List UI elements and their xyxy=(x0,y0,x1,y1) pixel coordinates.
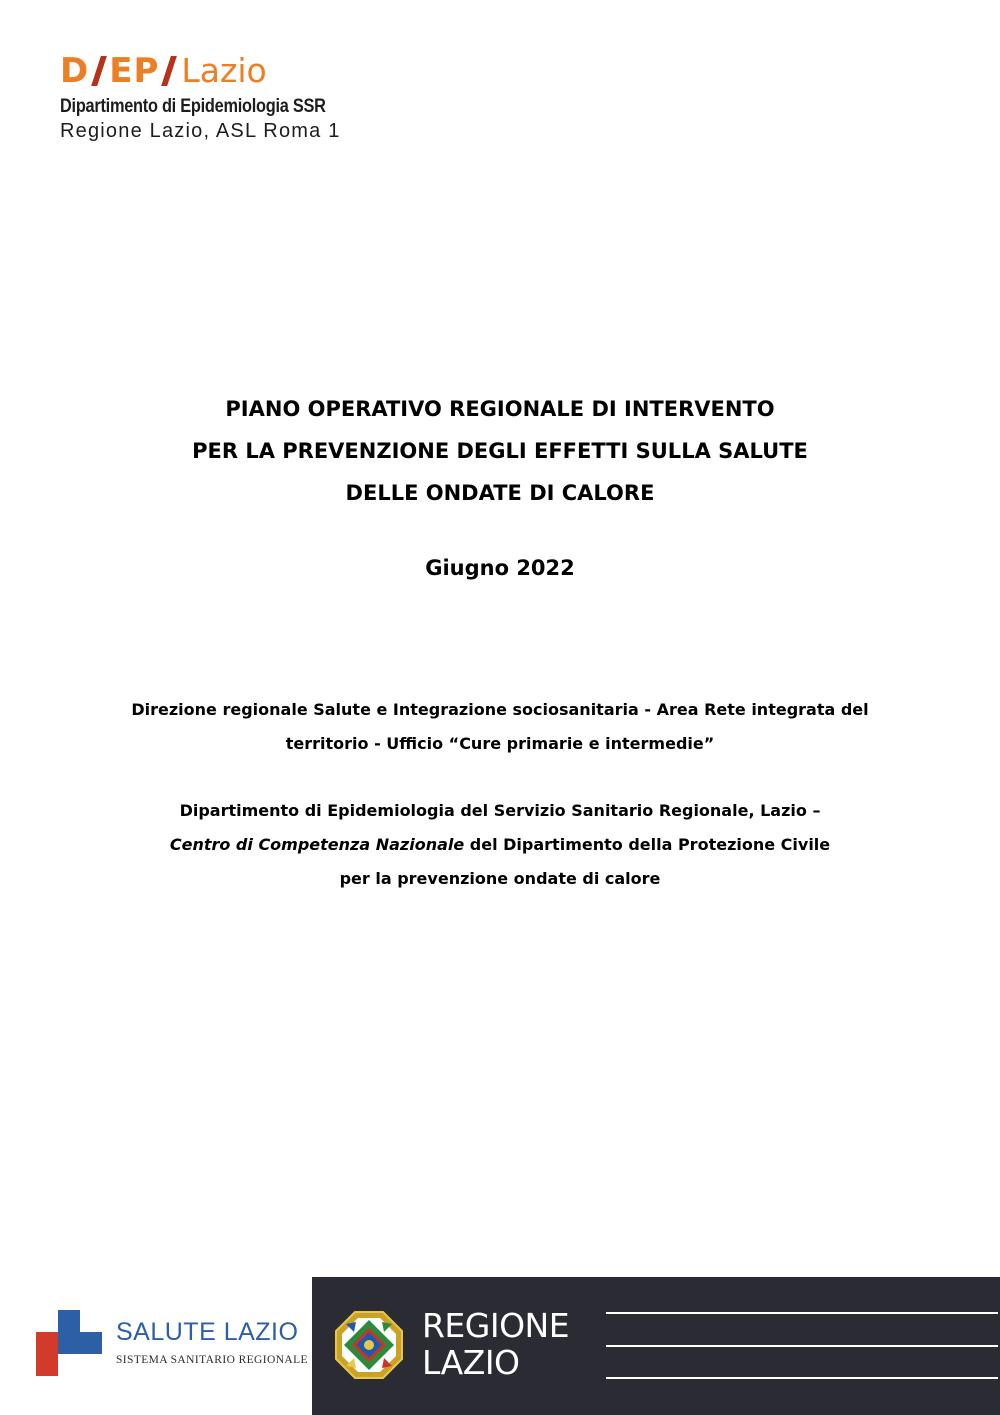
epidemiology-department-line-3: per la prevenzione ondate di calore xyxy=(339,869,661,888)
issuing-directorate xyxy=(0,693,1000,761)
lazio-word: LAZIO xyxy=(422,1343,520,1382)
dep-logo-d: D xyxy=(60,51,90,91)
epidemiology-department-line-1: Dipartimento di Epidemiologia del Servizio Sanitario Regionale, Lazio – xyxy=(179,801,821,820)
dep-logo-ep: EP xyxy=(109,51,160,91)
regione-lazio-wordmark xyxy=(422,1307,569,1381)
salute-lazio-subtitle: SISTEMA SANITARIO REGIONALE xyxy=(116,1354,308,1366)
title-line-1: PIANO OPERATIVO REGIONALE DI INTERVENTO xyxy=(225,397,775,421)
dep-logo-mark xyxy=(60,51,360,91)
dep-lazio-logo xyxy=(60,52,360,143)
dep-logo-slash xyxy=(91,56,107,86)
issuing-directorate-line-1: Direzione regionale Salute e Integrazione sociosanitaria - Area Rete integrata del xyxy=(131,700,869,719)
band-stripe xyxy=(606,1345,998,1347)
regione-word: REGIONE xyxy=(422,1306,570,1345)
dep-logo-region: Regione Lazio, ASL Roma 1 xyxy=(60,120,341,142)
epidemiology-department-line-2 xyxy=(0,828,1000,862)
document-title xyxy=(0,388,1000,514)
regione-lazio-band xyxy=(312,1277,1000,1415)
civil-protection-text: del Dipartimento della Protezione Civile xyxy=(464,835,831,854)
salute-lazio-logo xyxy=(36,1310,308,1380)
document-date: Giugno 2022 xyxy=(425,556,575,580)
salute-lazio-name: SALUTE LAZIO xyxy=(116,1318,299,1346)
title-line-2: PER LA PREVENZIONE DEGLI EFFETTI SULLA SALUTE xyxy=(192,439,808,463)
band-stripe xyxy=(606,1312,998,1314)
regione-lazio-emblem-icon xyxy=(334,1310,404,1380)
epidemiology-department xyxy=(0,794,1000,896)
issuing-directorate-line-2: territorio - Ufficio “Cure primarie e intermedie” xyxy=(285,734,715,753)
dep-logo-lazio: Lazio xyxy=(181,51,267,90)
competence-centre-italic: Centro di Competenza Nazionale xyxy=(169,835,465,854)
title-line-3: DELLE ONDATE DI CALORE xyxy=(345,481,655,505)
dep-logo-slash xyxy=(162,56,178,86)
dep-logo-department: Dipartimento di Epidemiologia SSR xyxy=(60,96,326,117)
band-stripe xyxy=(606,1377,998,1379)
